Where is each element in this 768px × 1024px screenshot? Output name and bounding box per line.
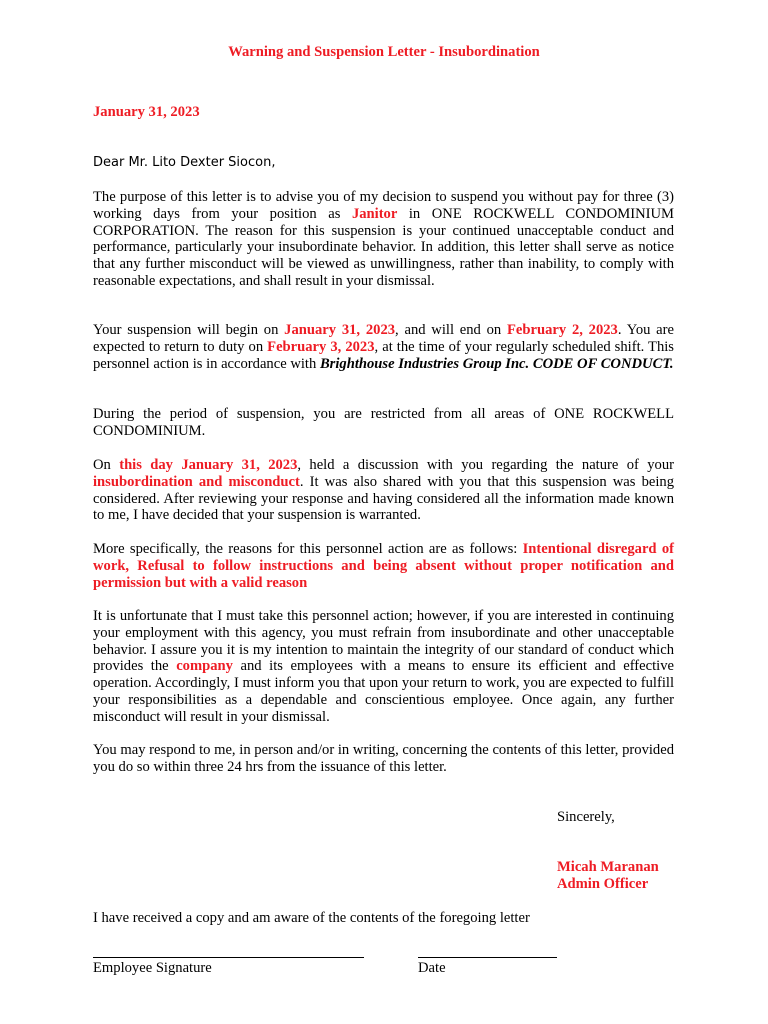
- letter-title: Warning and Suspension Letter - Insubordination: [228, 44, 540, 60]
- acknowledgement: I have received a copy and am aware of the contents of the foregoing letter: [93, 910, 530, 926]
- text: , held a discussion with you regarding the nature of your: [297, 457, 674, 473]
- text: and its employees with a means to ensure its efficient and effective operation. Accordingly, I must inform you that upon your return to work, you are expected to fulfill your responsibilities as a dependable and conscientious employee. Once again, any further misconduct will result in your dismissal.: [93, 658, 674, 725]
- position-highlight: Janitor: [351, 205, 398, 222]
- code-of-conduct: Brighthouse Industries Group Inc. CODE OF CONDUCT.: [319, 355, 674, 372]
- employee-signature-line: [93, 957, 364, 958]
- text: The purpose of this letter is to advise you of my decision to suspend you without pay for three (3) working days from your position as: [93, 189, 674, 222]
- start-date: January 31, 2023: [284, 322, 396, 338]
- return-date: February 3, 2023: [267, 338, 375, 355]
- date-signature-line: [418, 957, 557, 958]
- misconduct-nature: insubordination and misconduct: [93, 473, 300, 490]
- paragraph-discussion: [93, 457, 674, 524]
- date-label: Date: [418, 960, 446, 976]
- text: Your suspension will begin on: [93, 322, 285, 338]
- discussion-day: this day January 31, 2023: [119, 457, 298, 473]
- signer-block: [557, 859, 659, 893]
- paragraph-restriction: During the period of suspension, you are restricted from all areas of ONE ROCKWELL CONDOMINIUM.: [93, 406, 674, 439]
- text: . You are expected to return to duty on: [93, 322, 674, 355]
- company-highlight: company: [176, 658, 233, 675]
- paragraph-expectations: [93, 608, 674, 726]
- text: . It was also shared with you that this suspension was being considered. After reviewing your response and having considered all the information made known to me, I have decided that your suspension is warranted.: [93, 473, 674, 524]
- paragraph-suspension-dates: [93, 322, 674, 372]
- end-date: February 2, 2023: [507, 322, 618, 338]
- letter-date: January 31, 2023: [93, 104, 200, 120]
- employee-signature-label: Employee Signature: [93, 960, 212, 976]
- text: in ONE ROCKWELL CONDOMINIUM CORPORATION. The reason for this suspension is your continued unacceptable conduct and performance, particularly your insubordinate behavior. In addition, this letter shall serve as notice that any further misconduct will be viewed as unwillingness, rather than inability, to comply with reasonable expectations, and shall result in your dismissal.: [93, 205, 675, 289]
- text: , at the time of your regularly scheduled shift. This personnel action is in accordance with: [93, 338, 674, 372]
- closing: Sincerely,: [557, 809, 615, 825]
- paragraph-response: You may respond to me, in person and/or in writing, concerning the contents of this letter, provided you do so within three 24 hrs from the issuance of this letter.: [93, 742, 674, 775]
- text: On: [93, 457, 120, 473]
- signer-name: Micah Maranan: [557, 859, 659, 875]
- text: More specifically, the reasons for this personnel action are as follows:: [93, 541, 523, 557]
- signer-role: Admin Officer: [557, 875, 649, 892]
- text: , and will end on: [395, 322, 507, 338]
- paragraph-purpose: [93, 189, 674, 290]
- salutation: Dear Mr. Lito Dexter Siocon,: [93, 155, 276, 170]
- text: It is unfortunate that I must take this personnel action; however, if you are interested in continuing your employment with this agency, you must refrain from insubordinate and other unacceptable behavior. I assure you it is my intention to maintain the integrity of our standard of conduct which provides the: [93, 608, 674, 675]
- reasons-highlight: Intentional disregard of work, Refusal to follow instructions and being absent without proper notification and permission but with a valid reason: [93, 541, 674, 591]
- paragraph-reasons: [93, 541, 674, 591]
